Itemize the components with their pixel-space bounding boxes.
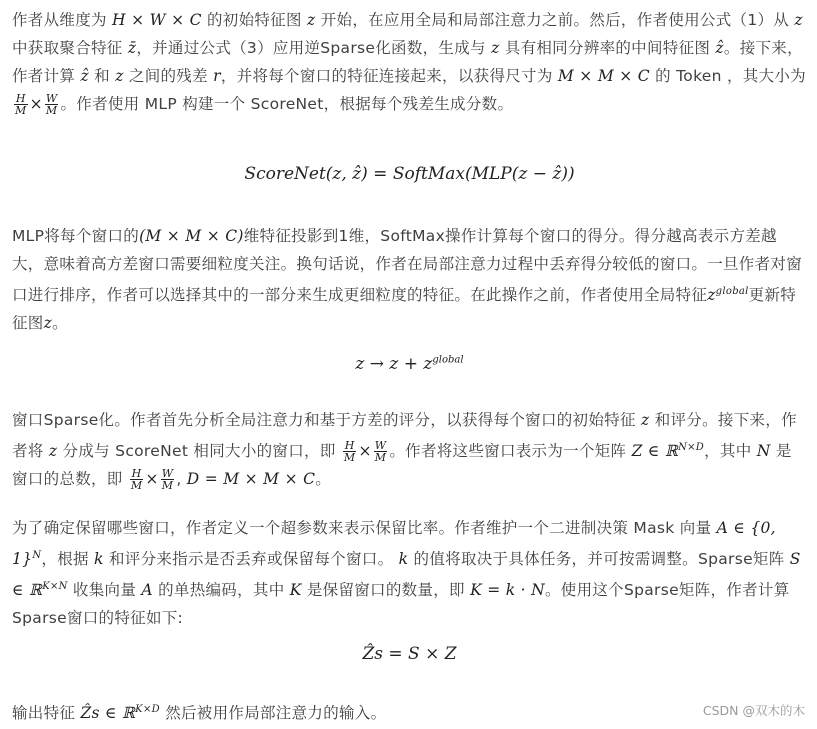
fraction-h-over-m: $\frac{H}{M}$	[130, 467, 143, 493]
paragraph-1: 作者从维度为 H × W × C 的初始特征图 z 开始，在应用全局和局部注意力之前。然后，作者使用公式（1）从 z 中获取聚合特征 z̄，并通过公式（3）应用逆Sparse化函数，生成与 z 具有相同分辨率的中间特征图 ẑ。接下来，作者计算 ẑ 和 z 之间的残差 r，并将每个窗口的特征连接起来，以获得尺寸为 M × M × C 的 Token ，其大小为 $\frac{H}{M}$ × $\frac{W}{M}$ 。作者使用 MLP 构建一个 ScoreNet，根据每个残差生成分数。	[12, 11, 806, 117]
equation-global-update: $z \to z + z^{global}$	[355, 354, 464, 374]
paragraph-3: 窗口Sparse化。作者首先分析全局注意力和基于方差的评分，以获得每个窗口的初始特征 z 和评分。接下来，作者将 z 分成与 ScoreNet 相同大小的窗口，即 $\frac{H}{M}$ × $\frac{W}{M}$ 。作者将这些窗口表示为一个矩阵 Z ∈ ℝ$^{N\times D}$，其中 N 是窗口的总数，即 $\frac{H}{M}$ × $\frac{W}{M}$ , D = M × M × C。	[12, 411, 797, 493]
equation-sparse-window: Ẑs = S × Z	[362, 644, 457, 664]
fraction-h-over-m: $\frac{H}{M}$	[343, 439, 356, 465]
paragraph-5: 输出特征 Ẑs ∈ ℝ$^{K\times D}$ 然后被用作局部注意力的输入。	[12, 704, 387, 723]
paragraph-4: 为了确定保留哪些窗口，作者定义一个超参数来表示保留比率。作者维护一个二进制决策 Mask 向量 A ∈ {0, 1}$^N$，根据 k 和评分来指示是否丢弃或保留每个窗口。 k 的值将取决于具体任务，并可按需调整。Sparse矩阵 S ∈ ℝ$^{K\times N}$ 收集向量 A 的单热编码，其中 K 是保留窗口的数量，即 K = k · N。使用这个Sparse矩阵，作者计算Sparse窗口的特征如下:	[12, 519, 801, 628]
fraction-w-over-m: $\frac{W}{M}$	[45, 92, 58, 117]
fraction-w-over-m: $\frac{W}{M}$	[161, 467, 174, 493]
equation-scorenet: ScoreNet(z, ẑ) = SoftMax(MLP(z − ẑ))	[244, 164, 575, 184]
fraction-w-over-m: $\frac{W}{M}$	[374, 439, 387, 465]
csdn-watermark: CSDN @双木的木	[702, 703, 805, 718]
fraction-h-over-m: $\frac{H}{M}$	[15, 92, 27, 117]
paragraph-2: MLP将每个窗口的(M × M × C)维特征投影到1维，SoftMax操作计算每个窗口的得分。得分越高表示方差越大，意味着高方差窗口需要细粒度关注。换句话说，作者在局部注意力过程中丢弃得分较低的窗口。一旦作者对窗口进行排序，作者可以选择其中的一部分来生成更细粒度的特征。在此操作之前，作者使用全局特征$z^{global}$更新特征图z。	[12, 227, 803, 333]
